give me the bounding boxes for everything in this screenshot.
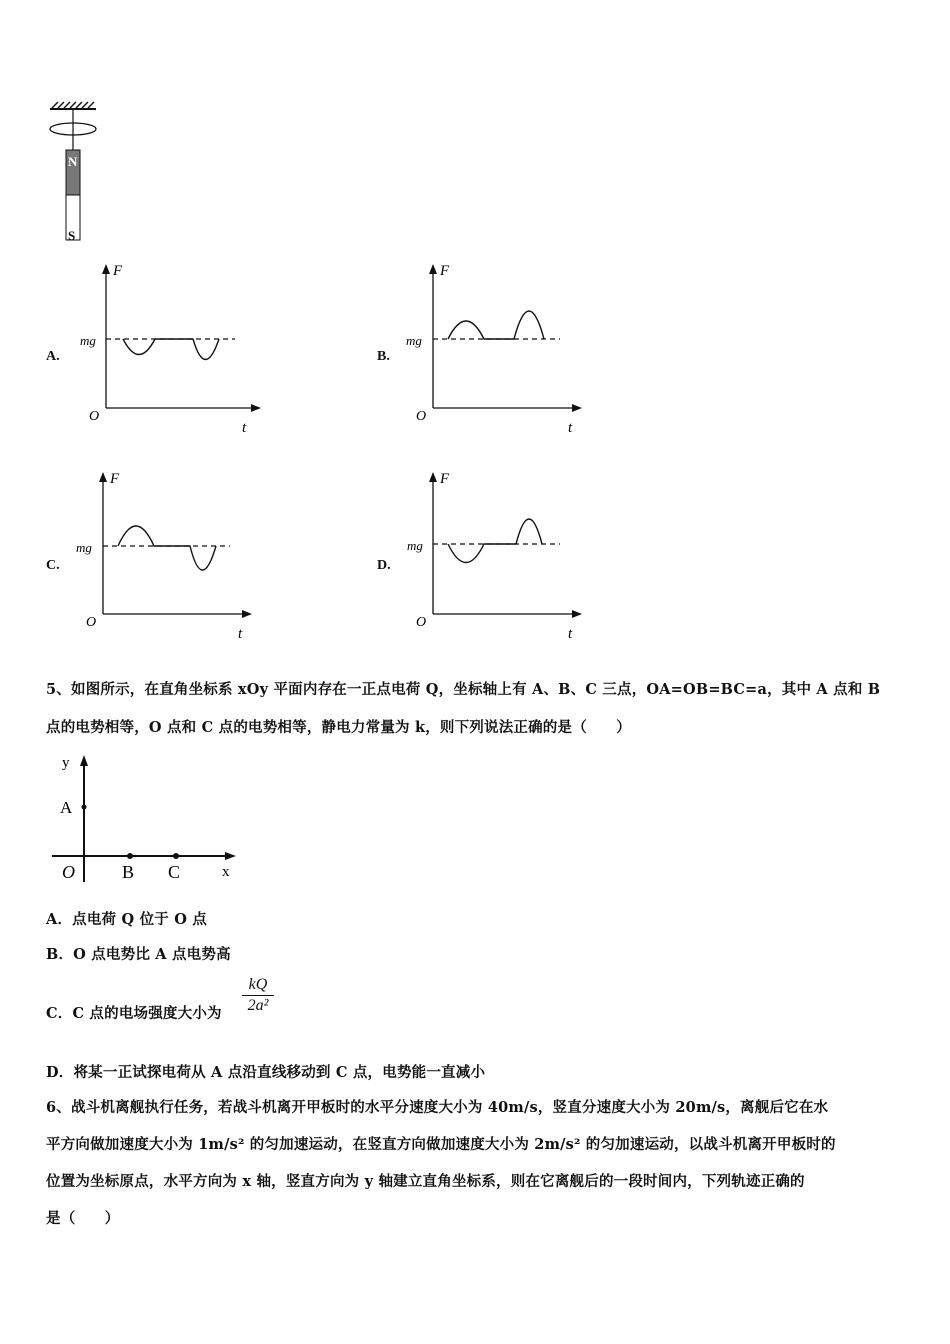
graph-d — [402, 466, 602, 646]
magnet-figure — [44, 100, 104, 245]
graph-a-y-label: F — [113, 263, 123, 279]
graph-c-ref-label: mg — [76, 540, 92, 555]
graph-b-ref-label: mg — [406, 333, 422, 348]
graph-c-x-label: t — [238, 626, 243, 642]
graph-b-option[interactable]: B. — [377, 349, 390, 364]
q5-a-label: A — [60, 798, 73, 817]
graph-a — [75, 258, 275, 438]
graph-b — [402, 258, 602, 438]
graph-c — [72, 466, 272, 646]
q5-option-a[interactable]: A．点电荷 Q 位于 O 点 — [46, 911, 208, 928]
graph-b-x-label: t — [568, 420, 573, 436]
q5-b-label: B — [122, 862, 135, 882]
magnet-south-label: S — [68, 228, 76, 243]
q5-option-d[interactable]: D．将某一正试探电荷从 A 点沿直线移动到 C 点，电势能一直减小 — [46, 1064, 486, 1081]
q5-stem-line-2: 点的电势相等，O 点和 C 点的电势相等，静电力常量为 k，则下列说法正确的是（ ） — [46, 719, 632, 736]
graph-d-y-label: F — [440, 471, 450, 487]
graph-c-origin-label: O — [86, 615, 97, 630]
graph-d-x-label: t — [568, 626, 573, 642]
q5-option-c-numerator: kQ — [248, 976, 268, 993]
graph-c-y-label: F — [110, 471, 120, 487]
q5-o-label: O — [62, 862, 75, 882]
q5-option-b[interactable]: B．O 点电势比 A 点电势高 — [46, 946, 231, 963]
q5-option-c[interactable]: C．C 点的电场强度大小为 — [46, 1005, 222, 1022]
q6-stem-line-2: 平方向做加速度大小为 1m/s² 的匀加速运动，在竖直方向做加速度大小为 2m/s² 的匀加速运动，以战斗机离开甲板时的 — [46, 1136, 836, 1153]
graph-a-origin-label: O — [89, 409, 100, 424]
q5-y-label: y — [62, 755, 70, 771]
graph-b-origin-label: O — [416, 409, 427, 424]
q5-coordinate-figure — [50, 752, 245, 887]
graph-a-option[interactable]: A. — [46, 349, 60, 364]
graph-d-ref-label: mg — [407, 538, 423, 553]
q5-c-label: C — [168, 862, 181, 882]
graph-a-x-label: t — [242, 420, 247, 436]
q5-option-c-denominator: 2a² — [247, 997, 269, 1014]
q6-stem-line-4: 是（ ） — [46, 1210, 120, 1227]
q5-stem-line-1: 5、如图所示，在直角坐标系 xOy 平面内存在一正点电荷 Q，坐标轴上有 A、B、C 三点，OA=OB=BC=a，其中 A 点和 B — [46, 681, 881, 698]
q5-option-c-fraction — [242, 976, 274, 1015]
q5-x-label: x — [222, 864, 230, 880]
graph-d-option[interactable]: D. — [377, 558, 391, 573]
graph-b-y-label: F — [440, 263, 450, 279]
q6-stem-line-3: 位置为坐标原点，水平方向为 x 轴，竖直方向为 y 轴建立直角坐标系，则在它离舰后的一段时间内，下列轨迹正确的 — [46, 1173, 805, 1190]
graph-c-option[interactable]: C. — [46, 558, 60, 573]
graph-d-origin-label: O — [416, 615, 427, 630]
magnet-north-label: N — [68, 154, 78, 169]
graph-a-ref-label: mg — [80, 333, 96, 348]
q6-stem-line-1: 6、战斗机离舰执行任务，若战斗机离开甲板时的水平分速度大小为 40m/s，竖直分速度大小为 20m/s，离舰后它在水 — [46, 1099, 829, 1116]
